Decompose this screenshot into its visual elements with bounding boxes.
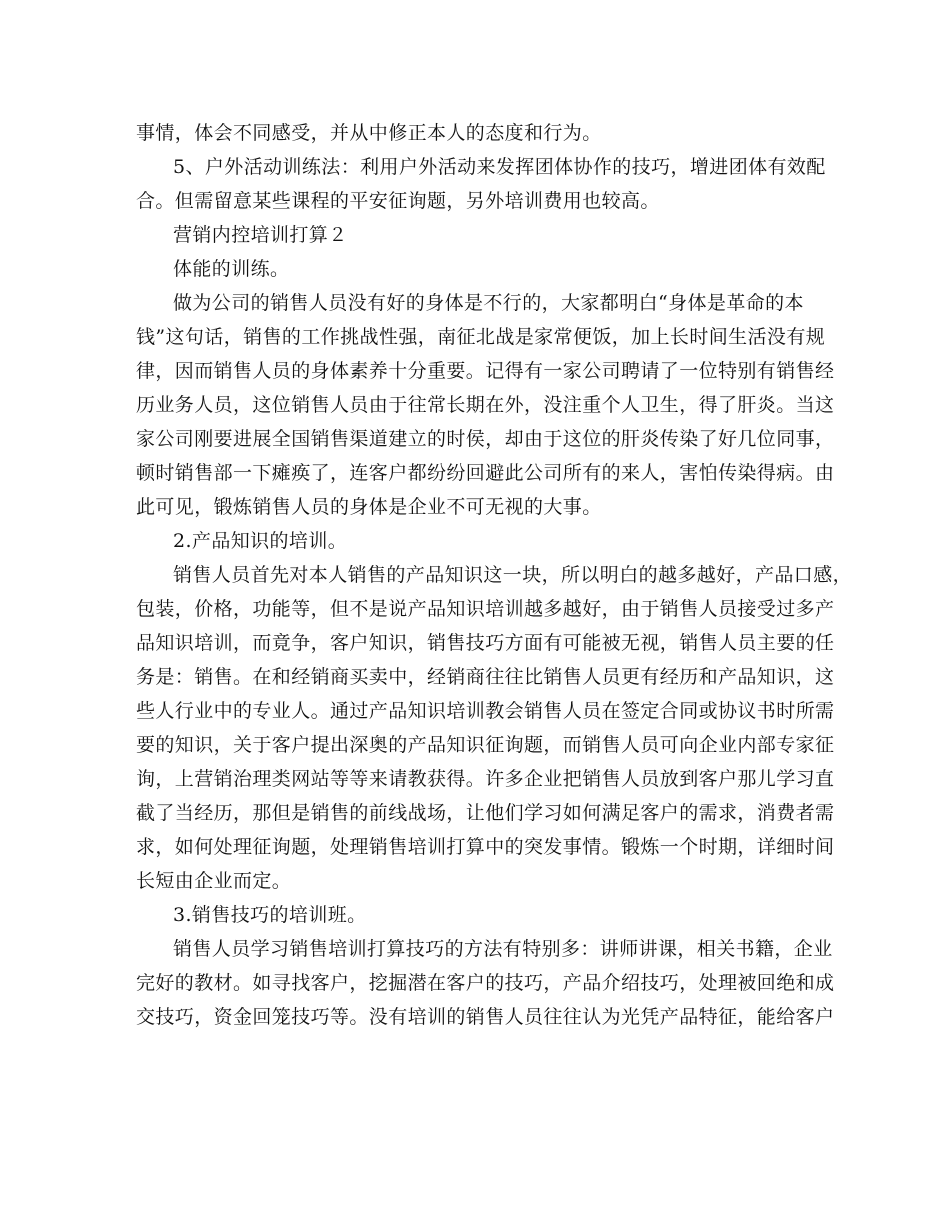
- text-line: 历业务人员，这位销售人员由于往常长期在外，没注重个人卫生，得了肝炎。当这: [136, 394, 835, 416]
- text-line: 长短由企业而定。: [136, 870, 292, 892]
- text-line: 钱”这句话，销售的工作挑战性强，南征北战是家常便饭，加上长时间生活没有规: [136, 326, 826, 348]
- text-line: 此可见，锻炼销售人员的身体是企业不可无视的大事。: [136, 496, 602, 518]
- text-line: 截了当经历，那但是销售的前线战场，让他们学习如何满足客户的需求，消费者需: [136, 802, 835, 824]
- text-line: 务是：销售。在和经销商买卖中，经销商往往比销售人员更有经历和产品知识，这: [136, 666, 835, 688]
- text-line: 营销内控培训打算２: [173, 224, 348, 246]
- text-line: 顿时销售部一下瘫痪了，连客户都纷纷回避此公司所有的来人，害怕传染得病。由: [136, 462, 835, 484]
- text-line: 合。但需留意某些课程的平安征询题，另外培训费用也较高。: [136, 190, 660, 212]
- document-body: [136, 116, 853, 1034]
- text-line: 销售人员学习销售培训打算技巧的方法有特别多：讲师讲课，相关书籍，企业: [173, 938, 833, 960]
- text-line: 做为公司的销售人员没有好的身体是不行的，大家都明白“身体是革命的本: [173, 292, 804, 314]
- text-line: 询，上营销治理类网站等等来请教获得。许多企业把销售人员放到客户那儿学习直: [136, 768, 835, 790]
- text-line: 律，因而销售人员的身体素养十分重要。记得有一家公司聘请了一位特别有销售经: [136, 360, 835, 382]
- text-line: 品知识培训，而竟争，客户知识，销售技巧方面有可能被无视，销售人员主要的任: [136, 632, 835, 654]
- text-line: 交技巧，资金回笼技巧等。没有培训的销售人员往往认为光凭产品特征，能给客户: [136, 1006, 835, 1028]
- text-line: 完好的教材。如寻找客户，挖掘潜在客户的技巧，产品介绍技巧，处理被回绝和成: [136, 972, 835, 994]
- text-line: 3.销售技巧的培训班。: [173, 904, 367, 926]
- text-line: 5、户外活动训练法：利用户外活动来发挥团体协作的技巧，增进团体有效配: [173, 156, 826, 178]
- text-line: 要的知识，关于客户提出深奥的产品知识征询题，而销售人员可向企业内部专家征: [136, 734, 835, 756]
- text-line: 事情，体会不同感受，并从中修正本人的态度和行为。: [136, 122, 602, 144]
- text-line: 些人行业中的专业人。通过产品知识培训教会销售人员在签定合同或协议书时所需: [136, 700, 835, 722]
- text-line: 家公司刚要进展全国销售渠道建立的时侯，却由于这位的肝炎传染了好几位同事，: [136, 428, 835, 450]
- text-line: 求，如何处理征询题，处理销售培训打算中的突发事情。锻炼一个时期，详细时间: [136, 836, 835, 858]
- text-line: 包装，价格，功能等，但不是说产品知识培训越多越好，由于销售人员接受过多产: [136, 598, 835, 620]
- text-line: 体能的训练。: [173, 258, 290, 280]
- text-line: 销售人员首先对本人销售的产品知识这一块，所以明白的越多越好，产品口感，: [173, 564, 853, 586]
- text-line: 2.产品知识的培训。: [173, 530, 348, 552]
